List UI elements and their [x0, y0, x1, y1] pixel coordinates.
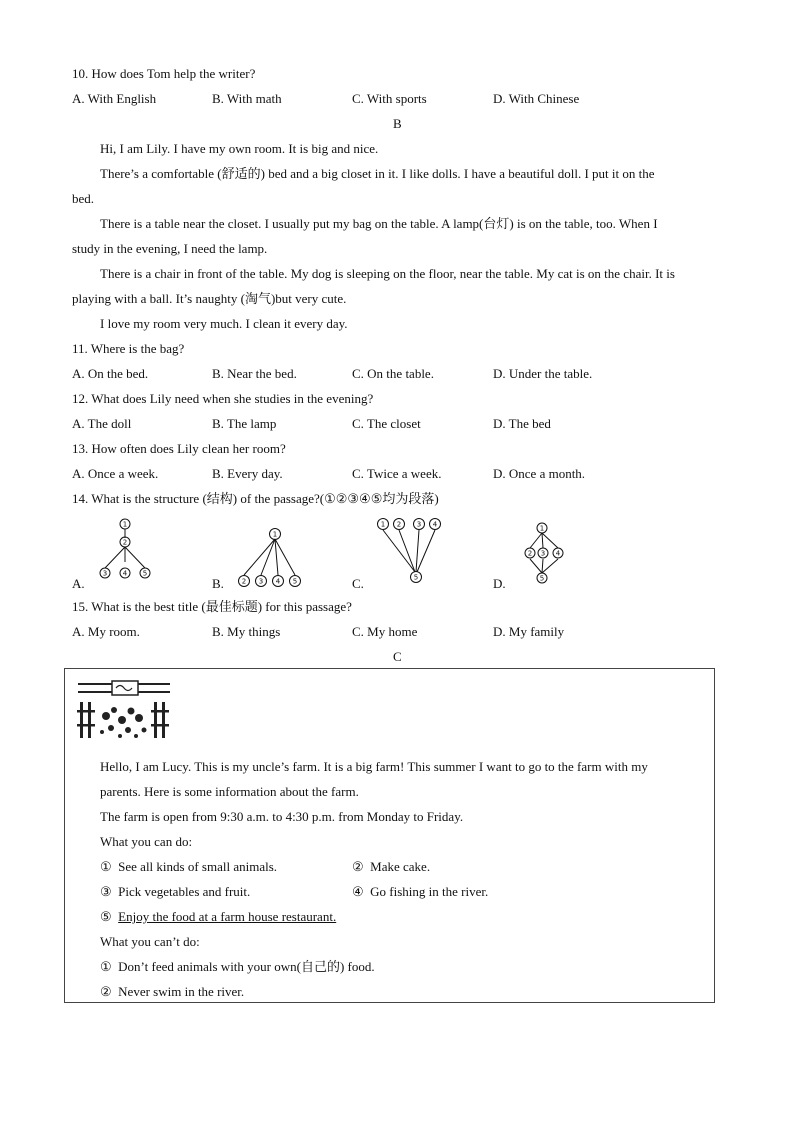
cannot-do-heading: What you can’t do:: [100, 934, 200, 949]
q13-option-d: D. Once a month.: [493, 466, 586, 481]
structure-diagram-b: [234, 526, 308, 588]
node-label: 5: [413, 573, 419, 582]
q14-stem: 14. What is the structure (结构) of the passage?(①②③④⑤均为段落): [72, 491, 439, 506]
q14-option-d: D.: [493, 576, 506, 591]
structure-diagram-d: [520, 518, 572, 586]
q14-option-a: A.: [72, 576, 85, 591]
q10-stem: 10. How does Tom help the writer?: [72, 66, 256, 81]
q13-option-a: A. Once a week.: [72, 466, 159, 481]
node-label: 3: [416, 520, 422, 529]
passage-b-line: There is a chair in front of the table. My dog is sleeping on the floor, near the table. My cat is on the chair. It is: [100, 266, 675, 281]
q10-option-b: B. With math: [212, 91, 282, 106]
structure-diagram-a: [96, 516, 160, 584]
passage-b-line: bed.: [72, 191, 95, 206]
q12-option-d: D. The bed: [493, 416, 551, 431]
node-label: 4: [275, 577, 281, 586]
q14-option-b: B.: [212, 576, 224, 591]
node-label: 4: [122, 569, 128, 578]
passage-b-line: There’s a comfortable (舒适的) bed and a big closet in it. I like dolls. I have a beautiful doll. I put it on the: [100, 166, 655, 181]
q13-option-b: B. Every day.: [212, 466, 283, 481]
q12-option-b: B. The lamp: [212, 416, 277, 431]
q15-option-c: C. My home: [352, 624, 418, 639]
node-label: 4: [555, 549, 561, 558]
can-do-item: ④ Go fishing in the river.: [352, 884, 489, 899]
passage-b-line: There is a table near the closet. I usually put my bag on the table. A lamp(台灯) is on the table, too. When I: [100, 216, 658, 231]
node-label: 1: [122, 520, 128, 529]
q14-option-c: C.: [352, 576, 364, 591]
node-label: 3: [258, 577, 264, 586]
q11-option-b: B. Near the bed.: [212, 366, 297, 381]
q12-option-a: A. The doll: [72, 416, 132, 431]
farm-emblem-image: [76, 680, 172, 740]
node-label: 4: [432, 520, 438, 529]
passage-b-line: Hi, I am Lily. I have my own room. It is big and nice.: [100, 141, 379, 156]
node-label: 2: [527, 549, 533, 558]
node-label: 1: [272, 530, 278, 539]
q13-stem: 13. How often does Lily clean her room?: [72, 441, 286, 456]
passage-b-line: playing with a ball. It’s naughty (淘气)but very cute.: [72, 291, 347, 306]
passage-b-line: I love my room very much. I clean it every day.: [100, 316, 348, 331]
can-do-item: ③ Pick vegetables and fruit.: [100, 884, 251, 899]
q10-option-c: C. With sports: [352, 91, 427, 106]
node-label: 3: [102, 569, 108, 578]
farm-hours: The farm is open from 9:30 a.m. to 4:30 p.m. from Monday to Friday.: [100, 809, 464, 824]
q12-stem: 12. What does Lily need when she studies in the evening?: [72, 391, 374, 406]
q11-stem: 11. Where is the bag?: [72, 341, 185, 356]
node-label: 2: [122, 538, 128, 547]
can-do-item: ② Make cake.: [352, 859, 431, 874]
passage-b-line: study in the evening, I need the lamp.: [72, 241, 268, 256]
node-label: 5: [292, 577, 298, 586]
q11-option-d: D. Under the table.: [493, 366, 593, 381]
structure-diagram-c: [372, 516, 446, 586]
section-b-heading: B: [393, 116, 402, 131]
q11-option-a: A. On the bed.: [72, 366, 149, 381]
q10-option-a: A. With English: [72, 91, 157, 106]
can-do-heading: What you can do:: [100, 834, 193, 849]
node-label: 5: [142, 569, 148, 578]
passage-c-line: parents. Here is some information about the farm.: [100, 784, 359, 799]
q10-option-d: D. With Chinese: [493, 91, 580, 106]
node-label: 2: [241, 577, 247, 586]
node-label: 1: [539, 524, 545, 533]
passage-c-line: Hello, I am Lucy. This is my uncle’s farm. It is a big farm! This summer I want to go to the farm with my: [100, 759, 648, 774]
q12-option-c: C. The closet: [352, 416, 421, 431]
node-label: 1: [380, 520, 386, 529]
q13-option-c: C. Twice a week.: [352, 466, 442, 481]
q11-option-c: C. On the table.: [352, 366, 434, 381]
node-label: 2: [396, 520, 402, 529]
can-do-item: ① See all kinds of small animals.: [100, 859, 278, 874]
q15-option-b: B. My things: [212, 624, 281, 639]
node-label: 5: [539, 574, 545, 583]
cannot-do-item: ① Don’t feed animals with your own(自己的) food.: [100, 959, 375, 974]
node-label: 3: [540, 549, 546, 558]
can-do-item: ⑤ Enjoy the food at a farm house restaurant.: [100, 909, 337, 924]
section-c-heading: C: [393, 649, 402, 664]
cannot-do-item: ② Never swim in the river.: [100, 984, 245, 999]
q15-option-a: A. My room.: [72, 624, 140, 639]
q15-stem: 15. What is the best title (最佳标题) for this passage?: [72, 599, 352, 614]
q15-option-d: D. My family: [493, 624, 565, 639]
